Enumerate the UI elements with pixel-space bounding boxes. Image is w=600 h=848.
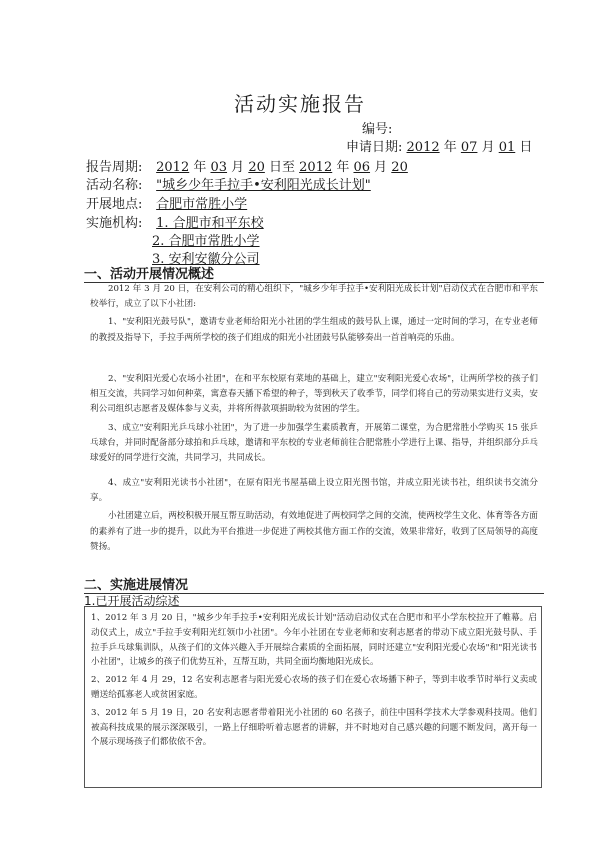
report-period: 报告周期: 2012 年 03 月 20 日至 2012 年 06 月 20 bbox=[86, 160, 408, 175]
paragraph: 2、2012 年 4 月 29，12 名安利志愿者与阳光爱心农场的孩子们在爱心农场播下种子，等到丰收季节时举行义卖或赠送给孤寡老人或贫困家庭。 bbox=[91, 675, 537, 700]
paragraph: 2、"安利阳光爱心农场小社团"，在和平东校原有菜地的基础上，建立"安利阳光爱心农场"，让两所学校的孩子们相互交流，共同学习如何种菜，寓意春天播下希望的种子，等到秋天了收季节，同学们将自己的劳动果实进行义卖，安利公司组织志愿者及媒体参与义卖，并将所得款项捐助较为贫困的学生。 bbox=[90, 374, 538, 415]
section-heading: 一、活动开展情况概述 bbox=[84, 263, 544, 283]
paragraph: 1、2012 年 3 月 20 日，"城乡少年手拉手•安利阳光成长计划"活动启动仪式在合肥市和平小学东校拉开了帷幕。启动仪式上，成立"手拉手安利阳光红领巾小社团"。今年小社团在专业老师和安利志愿者的带动下成立阳光鼓号队、手拉手乒乓球集训队，从孩子们的文体兴趣入手开展综合素质的全面拓展，同时还建立"安利阳光爱心农场"和"阳光读书小社团"，让城乡的孩子们优势互补，互帮互助，共同全面均衡地阳光成长。 bbox=[91, 613, 537, 668]
paragraph: 4、成立"安利阳光读书小社团"，在原有阳光书屋基础上设立阳光图书馆，并成立阳光读书社，组织读书交流分享。 bbox=[90, 478, 538, 504]
implementing-orgs: 实施机构: 1. 合肥市和平东校 bbox=[86, 216, 264, 231]
paragraph: 1、"安利阳光鼓号队"，邀请专业老师给阳光小社团的学生组成的鼓号队上课，通过一定时间的学习，在专业老师的教授及指导下，手拉手两所学校的孩子们组成的阳光小社团鼓号队能够奏出一首首响亮的乐曲。 bbox=[90, 317, 538, 343]
section1-text-b bbox=[84, 372, 542, 472]
number-label: 编号: bbox=[362, 122, 393, 137]
paragraph: 小社团建立后，两校积极开展互帮互助活动，有效地促进了两校同学之间的交流，使两校学生文化、体育等各方面的素养有了进一步的提升，以此为平台推进一步促进了两校其他方面工作的交流，效果非常好，收到了区局领导的高度赞扬。 bbox=[90, 511, 538, 552]
section-heading: 二、实施进展情况 bbox=[84, 574, 544, 594]
section1-text bbox=[84, 280, 542, 374]
paragraph: 3、成立"安利阳光乒乓球小社团"，为了进一步加强学生素质教育，开展第二课堂，为合肥常胜小学购买 15 张乒乓球台，并同时配备部分球拍和乒乓球，邀请和平东校的专业老师前往合肥常胜小学进行上课、指导，并组织部分乒乓球爱好的同学进行交流，共同学习，共同成长。 bbox=[90, 422, 538, 464]
paragraph: 2012 年 3 月 20 日，在安利公司的精心组织下，"城乡少年手拉手•安利阳光成长计划"启动仪式在合肥市和平东校举行，成立了以下小社团: bbox=[90, 284, 538, 310]
implementing-org-item: 2. 合肥市常胜小学 bbox=[152, 234, 260, 249]
activity-name: 活动名称: "城乡少年手拉手•安利阳光成长计划" bbox=[86, 178, 371, 193]
section1-text-c bbox=[84, 476, 542, 566]
paragraph: 3、2012 年 5 月 19 日，20 名安利志愿者带着阳光小社团的 60 名孩子，前往中国科学技术大学参观科技周。他们被高科技成果的展示深深吸引，一路上仔细聆听着志愿者的讲解，并不时地对自己感兴趣的问题不断发问，离开每一个展示现场孩子们都依依不舍。 bbox=[91, 707, 537, 748]
page-title: 活动实施报告 bbox=[234, 92, 366, 116]
apply-date: 申请日期: 2012 年 07 月 01 日 bbox=[346, 140, 533, 155]
section2-box bbox=[84, 606, 542, 788]
sub-heading: 1.已开展活动综述 bbox=[84, 594, 180, 608]
implementing-org-item: 3. 安利安徽分公司 bbox=[152, 252, 260, 267]
venue: 开展地点: 合肥市常胜小学 bbox=[86, 197, 248, 212]
